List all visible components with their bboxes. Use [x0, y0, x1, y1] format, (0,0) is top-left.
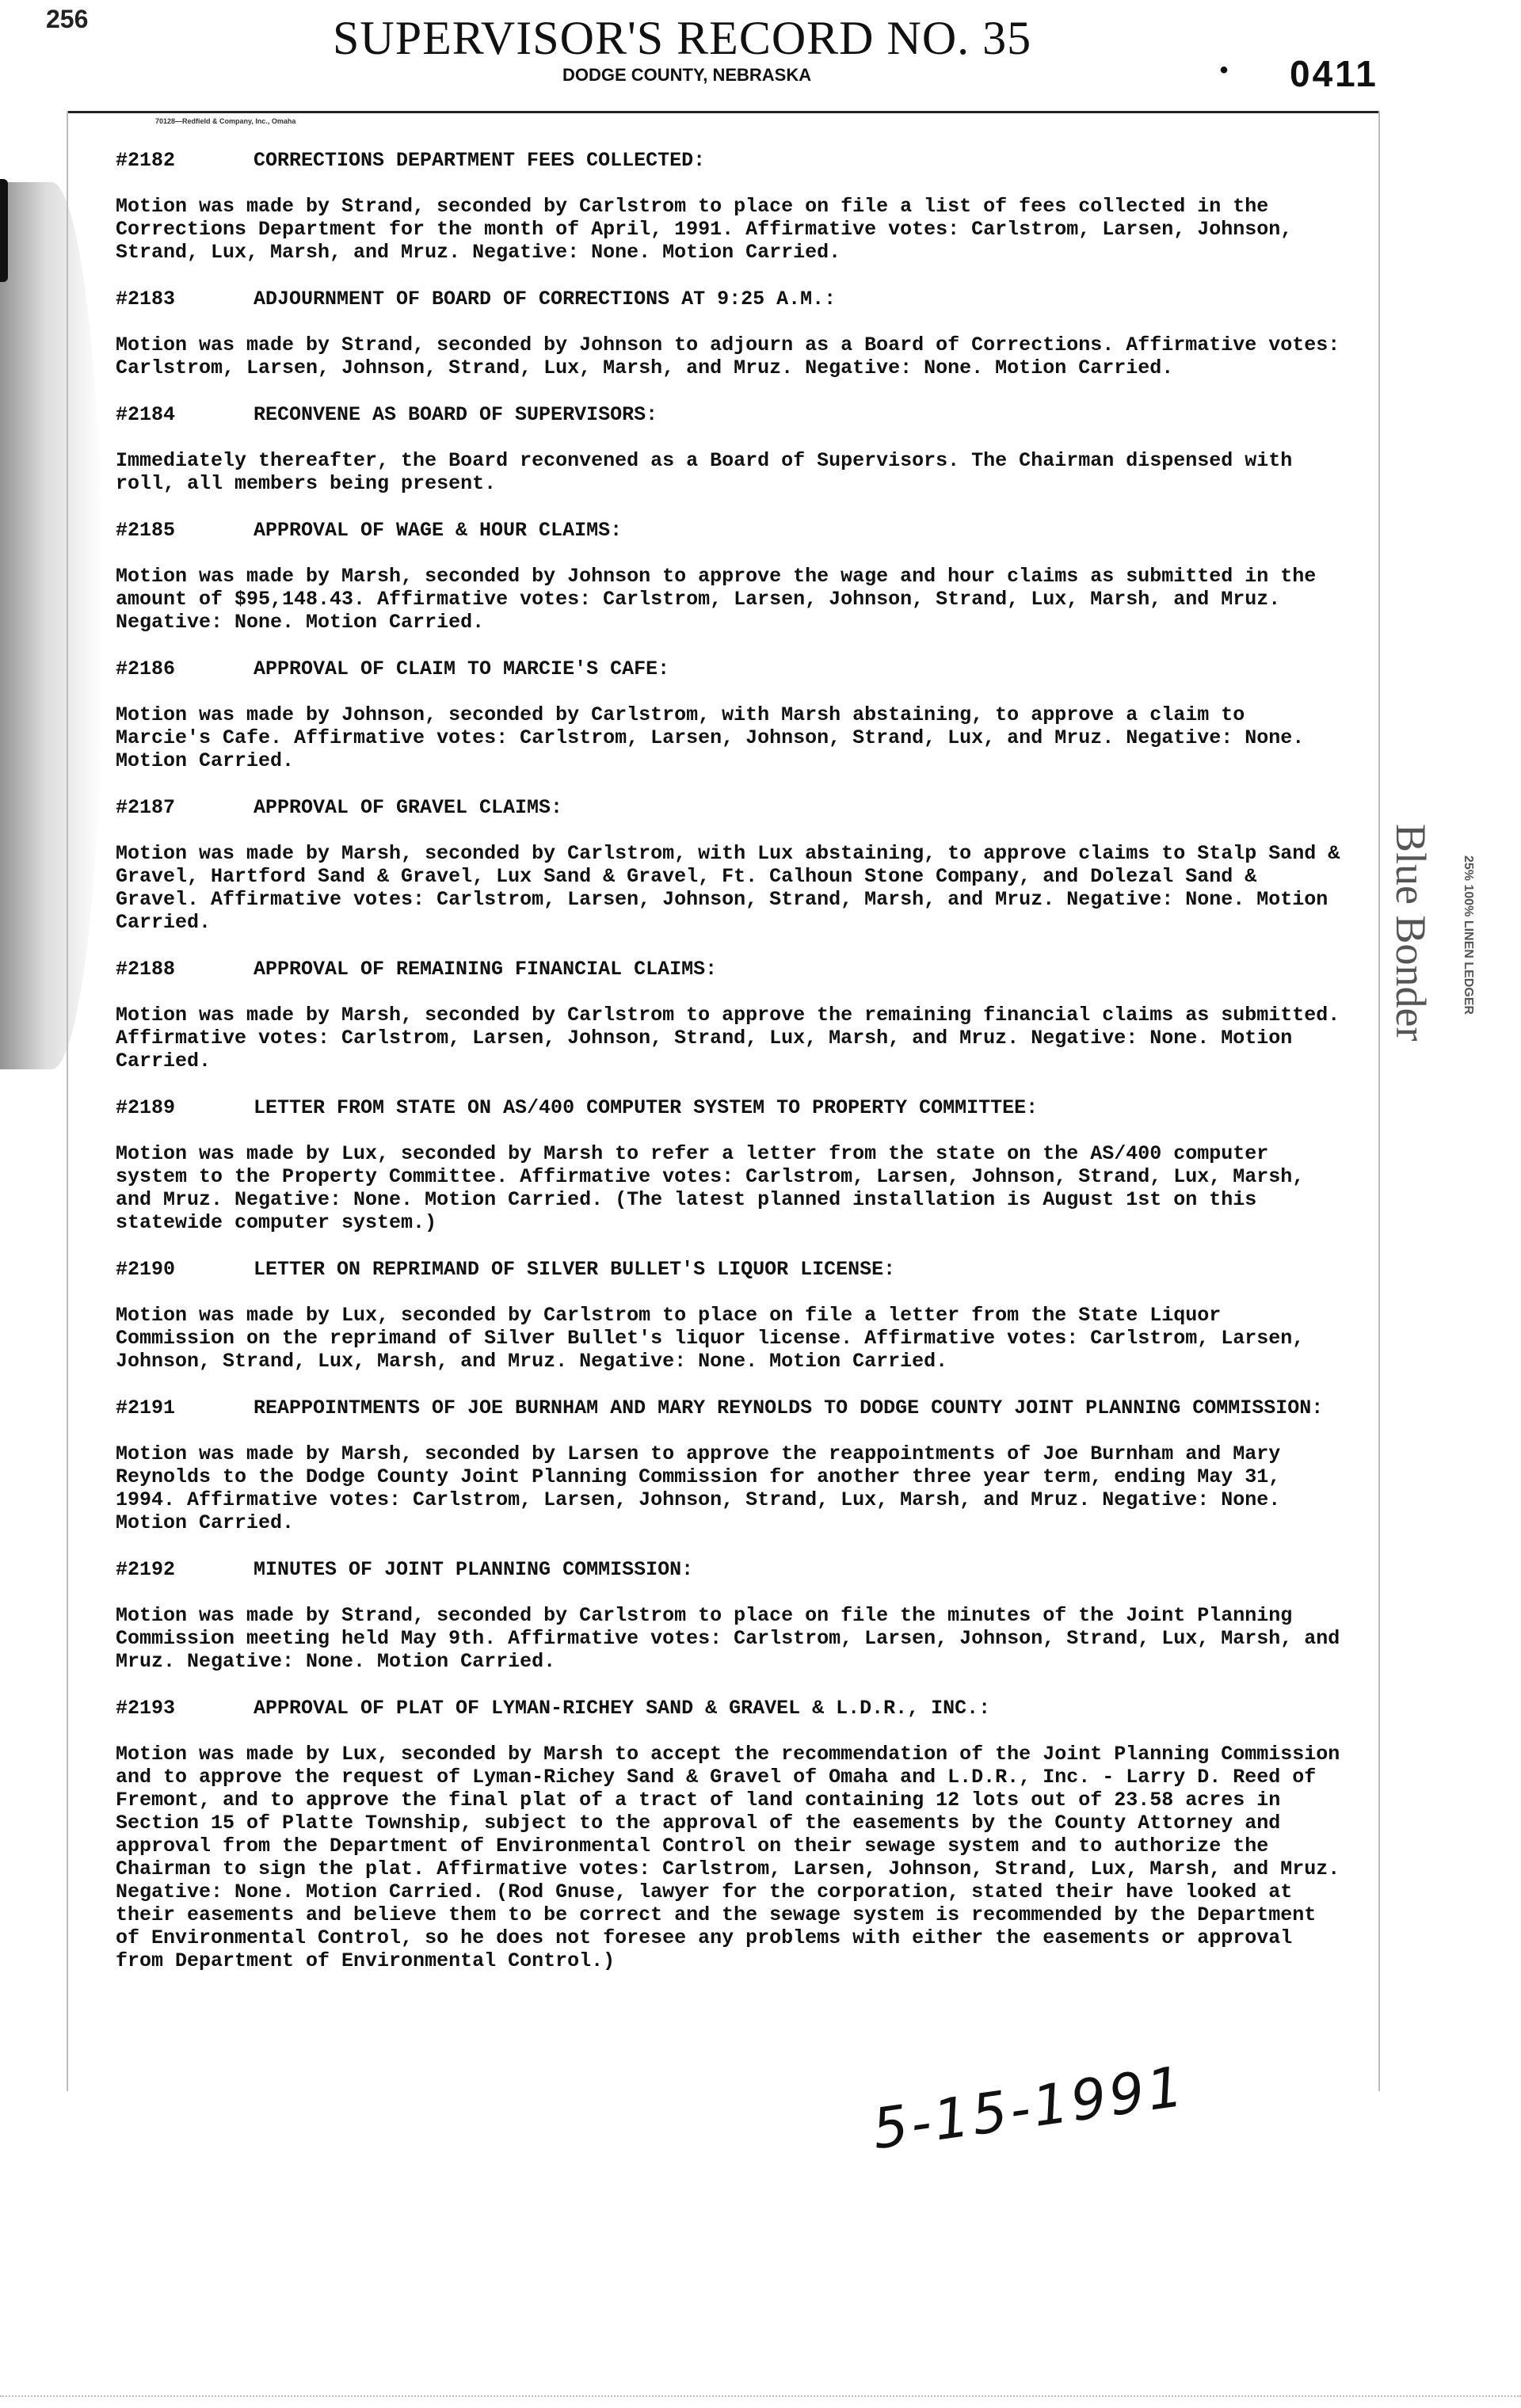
- item-body: Motion was made by Lux, seconded by Marsh to accept the recommendation of the Joint Planning Commission and to approve the request of Lyman-Richey Sand & Gravel of Omaha and L.D.R., Inc. - Larry D. Reed of Fremont, and to approve the final plat of a tract of land containing 12 lots out of 23.58 acres in Section 15 of Platte Township, subject to the approval of the easements by the County Attorney and approval from the Department of Environmental Control on their sewage system and to authorize the Chairman to sign the plat. Affirmative votes: Carlstrom, Larsen, Johnson, Strand, Lux, Marsh, and Mruz. Negative: None. Motion Carried. (Rod Gnuse, lawyer for the corporation, stated their have looked at their easements and believe them to be correct and the sewage system is recommended by the Department of Environmental Control, so he does not foresee any problems with either the easements or approval from Department of Environmental Control.): [116, 1743, 1340, 1972]
- item-header: [116, 1697, 1351, 1720]
- record-code: 0411: [1290, 53, 1378, 94]
- item-number: #2186: [116, 657, 176, 680]
- page-number: 256: [46, 5, 89, 33]
- item-header: [116, 519, 1351, 542]
- item-title: APPROVAL OF CLAIM TO MARCIE'S CAFE:: [254, 657, 670, 680]
- minutes-item: [116, 149, 1351, 264]
- item-title: APPROVAL OF WAGE & HOUR CLAIMS:: [254, 519, 623, 542]
- item-header: [116, 1558, 1351, 1581]
- top-rule: [67, 111, 1378, 113]
- item-number: #2189: [116, 1096, 176, 1119]
- minutes-item: [116, 1396, 1351, 1534]
- item-number: #2193: [116, 1697, 176, 1720]
- item-title: APPROVAL OF REMAINING FINANCIAL CLAIMS:: [254, 958, 718, 981]
- handwritten-date: 5-15-1991: [868, 2053, 1191, 2162]
- item-number: #2192: [116, 1558, 176, 1581]
- item-body: Motion was made by Strand, seconded by Carlstrom to place on file a list of fees collected in the Corrections Department for the month of April, 1991. Affirmative votes: Carlstrom, Larsen, Johnson, Strand, Lux, Marsh, and Mruz. Negative: None. Motion Carried.: [116, 195, 1293, 264]
- item-body: Motion was made by Marsh, seconded by Carlstrom, with Lux abstaining, to approve claims to Stalp Sand & Gravel, Hartford Sand & Gravel, Lux Sand & Gravel, Ft. Calhoun Stone Company, and Dolezal Sand & Gravel. Affirmative votes: Carlstrom, Larsen, Johnson, Strand, Marsh, and Mruz. Negative: None. Motion Carried.: [116, 842, 1340, 934]
- minutes-item: [116, 1558, 1351, 1673]
- item-body: Motion was made by Lux, seconded by Carlstrom to place on file a letter from the State Liquor Commission on the reprimand of Silver Bullet's liquor license. Affirmative votes: Carlstrom, Larsen, Johnson, Strand, Lux, Marsh, and Mruz. Negative: None. Motion Carried.: [116, 1304, 1305, 1373]
- right-margin-rule: [1378, 111, 1380, 2091]
- item-body: Motion was made by Marsh, seconded by Larsen to approve the reappointments of Joe Burnham and Mary Reynolds to the Dodge County Joint Planning Commission for another three year term, ending May 31, 1994. Affirmative votes: Carlstrom, Larsen, Johnson, Strand, Lux, Marsh, and Mruz. Negative: None. Motion Carried.: [116, 1442, 1281, 1534]
- header-dot: •: [1217, 59, 1232, 86]
- item-title: LETTER ON REPRIMAND OF SILVER BULLET'S LIQUOR LICENSE:: [254, 1258, 896, 1281]
- item-title: MINUTES OF JOINT PLANNING COMMISSION:: [254, 1558, 694, 1581]
- printer-imprint: 70128—Redfield & Company, Inc., Omaha: [155, 117, 296, 125]
- paper-watermark-brand: Blue Bonder: [1387, 824, 1435, 1042]
- item-number: #2191: [116, 1396, 176, 1419]
- item-body: Motion was made by Johnson, seconded by Carlstrom, with Marsh abstaining, to approve a claim to Marcie's Cafe. Affirmative votes: Carlstrom, Larsen, Johnson, Strand, Lux, and Mruz. Negative: None. Motion Carried.: [116, 703, 1305, 772]
- minutes-item: [116, 1096, 1351, 1234]
- item-number: #2183: [116, 288, 176, 311]
- item-body: Motion was made by Marsh, seconded by Johnson to approve the wage and hour claims as submitted in the amount of $95,148.43. Affirmative votes: Carlstrom, Larsen, Johnson, Strand, Lux, Marsh, and Mruz. Negative: None. Motion Carried.: [116, 565, 1317, 634]
- item-body: Motion was made by Marsh, seconded by Carlstrom to approve the remaining financial claims as submitted. Affirmative votes: Carlstrom, Larsen, Johnson, Strand, Lux, Marsh, and Mruz. Negative: None. Motion Carried.: [116, 1004, 1340, 1073]
- item-body: Motion was made by Strand, seconded by Johnson to adjourn as a Board of Corrections. Affirmative votes: Carlstrom, Larsen, Johnson, Strand, Lux, Marsh, and Mruz. Negative: None. Motion Carried.: [116, 333, 1340, 379]
- item-header: [116, 796, 1351, 819]
- minutes-item: [116, 1697, 1351, 1972]
- item-title: APPROVAL OF GRAVEL CLAIMS:: [254, 796, 563, 819]
- item-header: [116, 1258, 1351, 1281]
- item-number: #2185: [116, 519, 176, 542]
- item-header: [116, 403, 1351, 426]
- item-title: ADJOURNMENT OF BOARD OF CORRECTIONS AT 9:25 A.M.:: [254, 288, 837, 311]
- minutes-item: [116, 288, 1351, 379]
- paper-watermark-detail: 25% 100% LINEN LEDGER: [1462, 855, 1475, 1015]
- record-title: SUPERVISOR'S RECORD NO. 35: [333, 12, 1032, 64]
- binder-edge: [0, 179, 8, 282]
- item-number: #2188: [116, 958, 176, 981]
- minutes-item: [116, 796, 1351, 934]
- county-subtitle: DODGE COUNTY, NEBRASKA: [562, 65, 812, 85]
- item-header: [116, 149, 1351, 172]
- item-title: CORRECTIONS DEPARTMENT FEES COLLECTED:: [254, 149, 706, 172]
- minutes-content: [116, 149, 1351, 1996]
- item-number: #2190: [116, 1258, 176, 1281]
- item-body: Motion was made by Lux, seconded by Marsh to refer a letter from the state on the AS/400 computer system to the Property Committee. Affirmative votes: Carlstrom, Larsen, Johnson, Strand, Lux, Marsh, and Mruz. Negative: None. Motion Carried. (The latest planned installation is August 1st on this statewide computer system.): [116, 1142, 1305, 1234]
- binder-shadow: [0, 182, 103, 1069]
- item-header: [116, 958, 1351, 981]
- item-header: [116, 1096, 1351, 1119]
- item-number: #2187: [116, 796, 176, 819]
- minutes-item: [116, 1258, 1351, 1373]
- item-title: LETTER FROM STATE ON AS/400 COMPUTER SYSTEM TO PROPERTY COMMITTEE:: [254, 1096, 1039, 1119]
- left-margin-rule: [67, 111, 68, 2091]
- item-header: [116, 1396, 1351, 1419]
- minutes-item: [116, 519, 1351, 634]
- minutes-item: [116, 958, 1351, 1073]
- minutes-item: [116, 403, 1351, 495]
- item-body: Immediately thereafter, the Board reconvened as a Board of Supervisors. The Chairman dispensed with roll, all members being present.: [116, 449, 1293, 495]
- item-number: #2182: [116, 149, 176, 172]
- item-header: [116, 288, 1351, 311]
- item-header: [116, 657, 1351, 680]
- item-title: RECONVENE AS BOARD OF SUPERVISORS:: [254, 403, 658, 426]
- minutes-item: [116, 657, 1351, 772]
- bottom-edge: [0, 2395, 1521, 2400]
- item-number: #2184: [116, 403, 176, 426]
- item-body: Motion was made by Strand, seconded by Carlstrom to place on file the minutes of the Joint Planning Commission meeting held May 9th. Affirmative votes: Carlstrom, Larsen, Johnson, Strand, Lux, Marsh, and Mruz. Negative: None. Motion Carried.: [116, 1604, 1340, 1673]
- item-title: APPROVAL OF PLAT OF LYMAN-RICHEY SAND & GRAVEL & L.D.R., INC.:: [254, 1697, 991, 1720]
- item-title: REAPPOINTMENTS OF JOE BURNHAM AND MARY REYNOLDS TO DODGE COUNTY JOINT PLANNING COMMISSION:: [254, 1396, 1324, 1419]
